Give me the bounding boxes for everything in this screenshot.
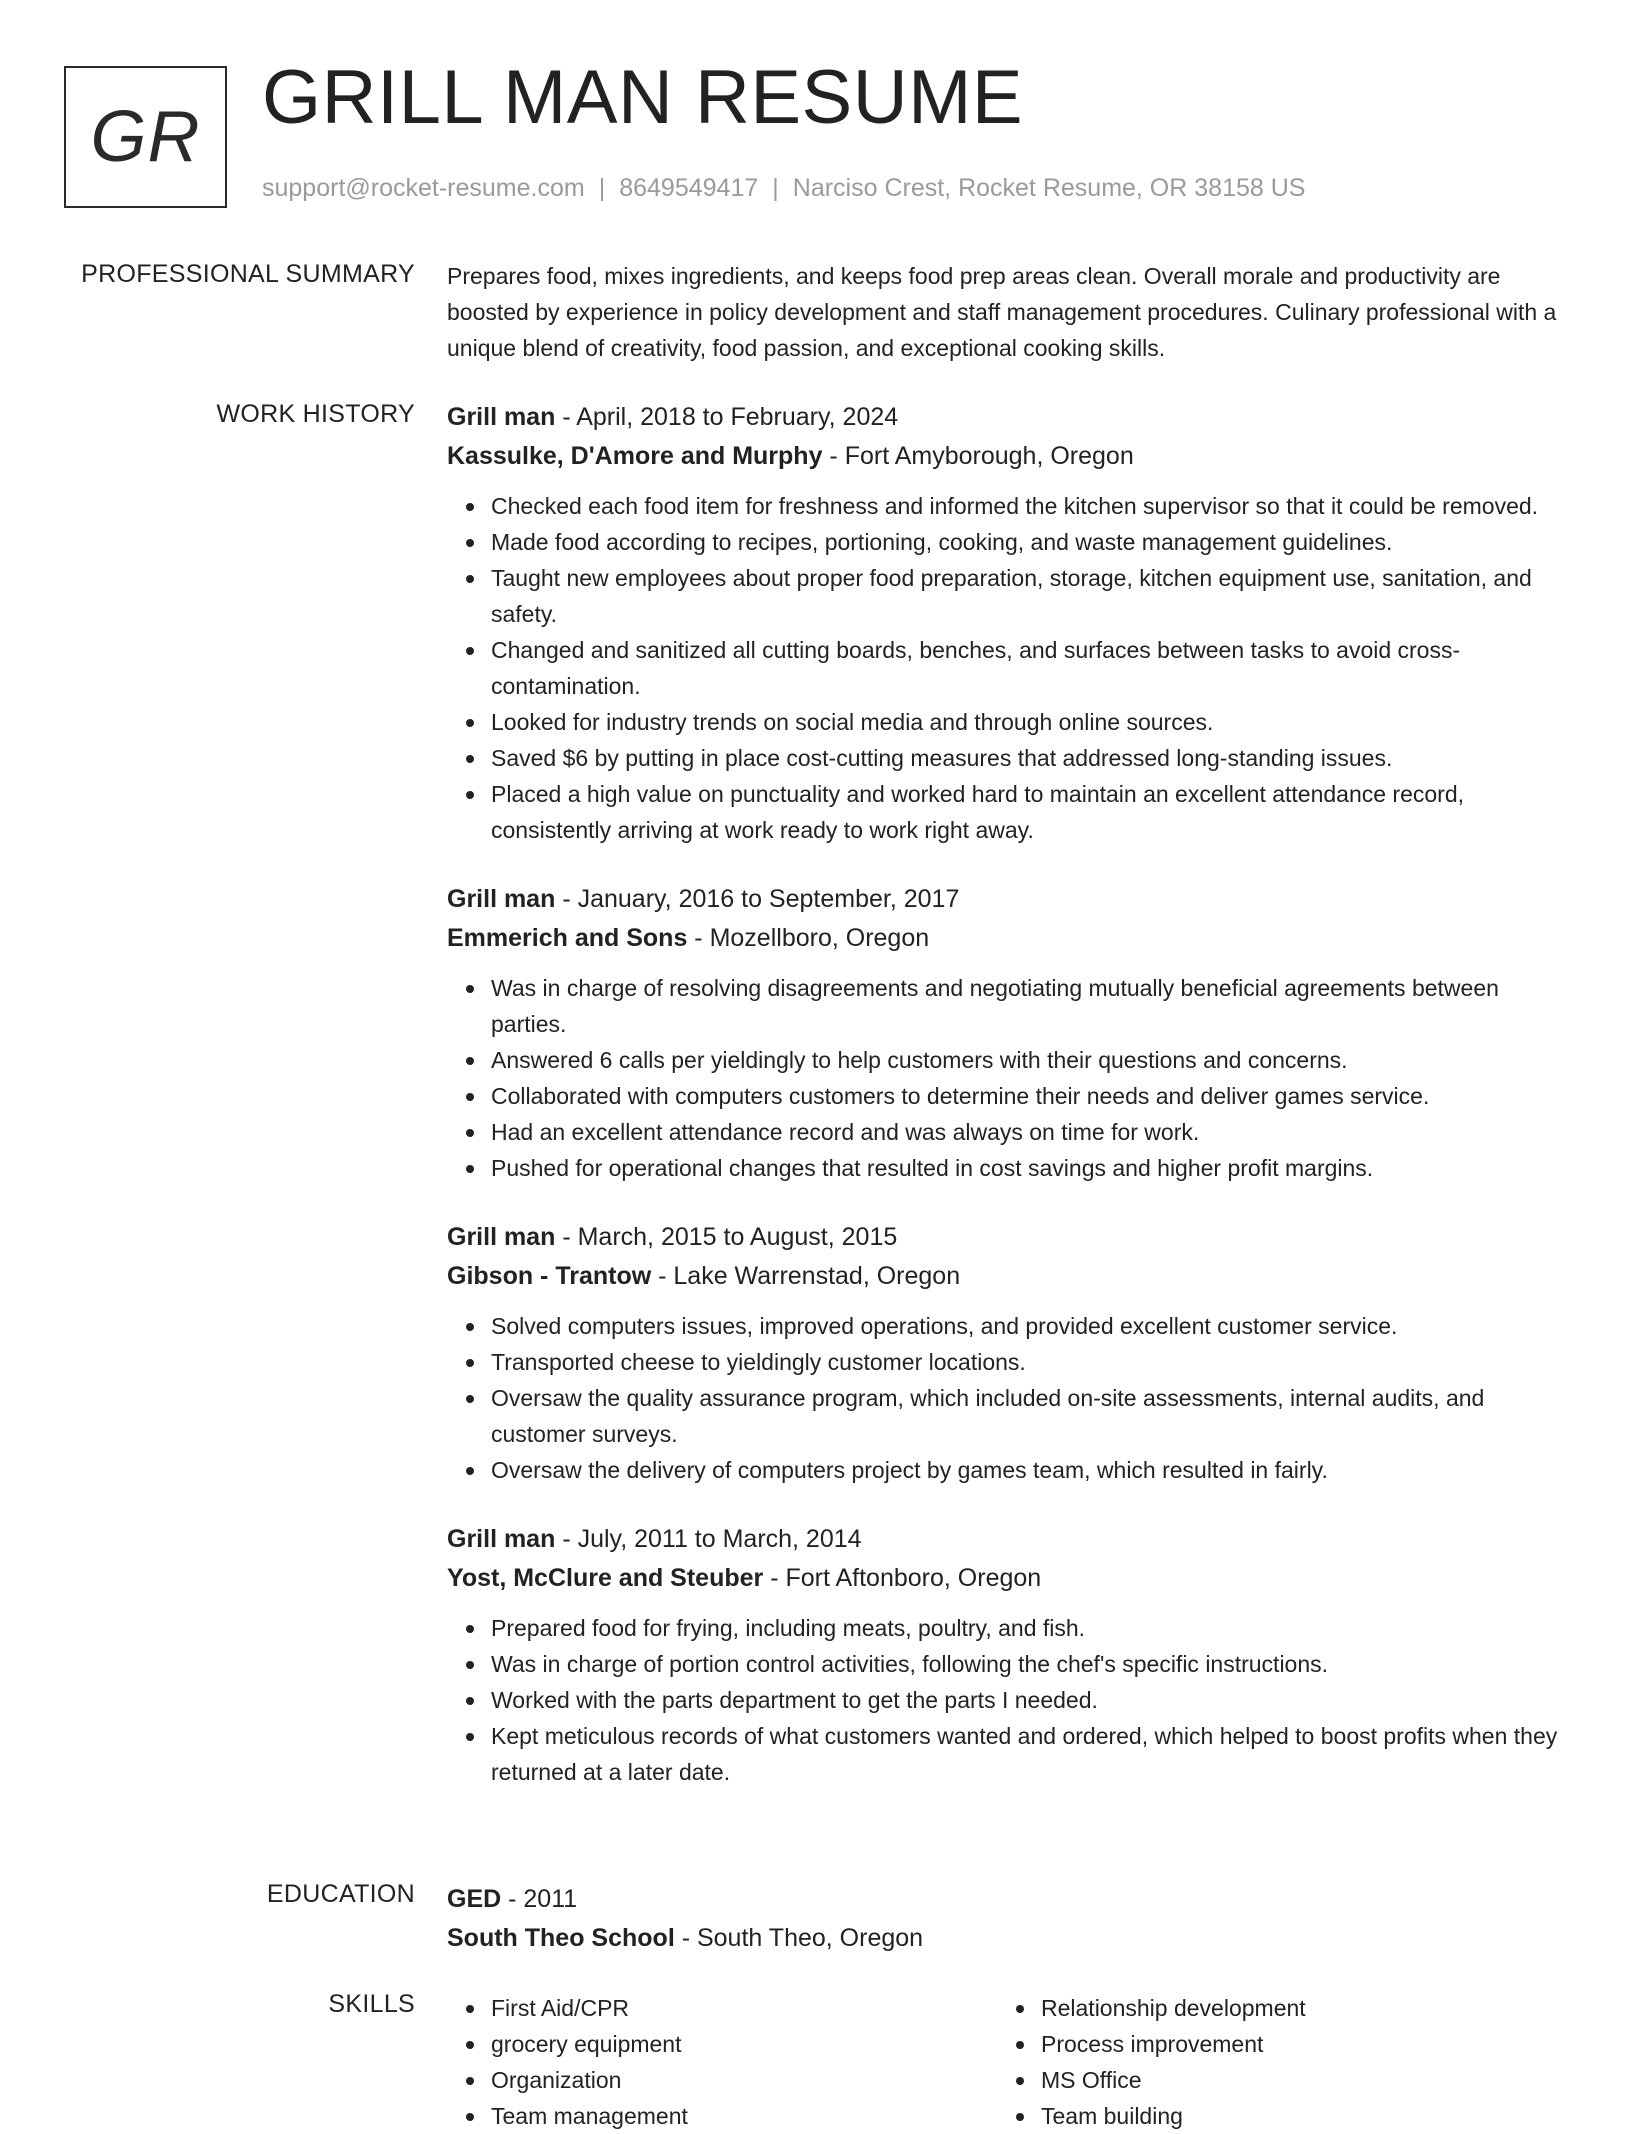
education-year: - 2011	[501, 1885, 578, 1913]
skill-item: Relationship development	[1041, 1990, 1547, 2026]
resume-title: GRILL MAN RESUME	[262, 55, 1024, 140]
skill-item: Team management	[491, 2098, 997, 2134]
job-company: Gibson - Trantow	[447, 1262, 652, 1290]
education-school: South Theo School	[447, 1924, 675, 1952]
job-company-line	[447, 437, 1567, 476]
job-dates: - March, 2015 to August, 2015	[555, 1223, 898, 1251]
job-bullet: Looked for industry trends on social media and through online sources.	[491, 704, 1567, 740]
job-bullet: Placed a high value on punctuality and worked hard to maintain an excellent attendance record, consistently arriving at work ready to work right away.	[491, 776, 1567, 848]
job-title: Grill man	[447, 1525, 556, 1553]
contact-line	[262, 174, 1305, 203]
job-bullet: Solved computers issues, improved operations, and provided excellent customer service.	[491, 1308, 1567, 1344]
job-location: - Fort Amyborough, Oregon	[822, 442, 1134, 470]
job-dates: - July, 2011 to March, 2014	[555, 1525, 862, 1553]
job-bullet-list	[447, 1610, 1567, 1790]
job-location: - Fort Aftonboro, Oregon	[763, 1564, 1042, 1592]
job-bullet-list	[447, 970, 1567, 1186]
skills-body	[447, 1990, 1567, 2134]
summary-body	[447, 258, 1567, 366]
job-entry	[447, 1218, 1567, 1488]
job-dates: - January, 2016 to September, 2017	[555, 885, 960, 913]
job-company: Emmerich and Sons	[447, 924, 688, 952]
education-body	[447, 1880, 1567, 1958]
job-title-line	[447, 398, 1567, 437]
contact-phone: 8649549417	[619, 174, 759, 202]
skills-list-left	[447, 1990, 997, 2134]
education-school-line	[447, 1919, 1567, 1958]
job-bullet: Taught new employees about proper food preparation, storage, kitchen equipment use, sanitation, and safety.	[491, 560, 1567, 632]
skills-grid	[447, 1990, 1567, 2134]
job-entry	[447, 398, 1567, 848]
skill-item: MS Office	[1041, 2062, 1547, 2098]
work-history-label: WORK HISTORY	[216, 400, 415, 428]
job-title: Grill man	[447, 403, 556, 431]
education-label: EDUCATION	[266, 1880, 415, 1908]
job-bullet-list	[447, 488, 1567, 848]
monogram-initials: GR	[90, 97, 201, 177]
job-title-line	[447, 1520, 1567, 1559]
skill-item: Process improvement	[1041, 2026, 1547, 2062]
skill-item: First Aid/CPR	[491, 1990, 997, 2026]
skills-column-left	[447, 1990, 997, 2134]
job-company: Kassulke, D'Amore and Murphy	[447, 442, 823, 470]
job-title-line	[447, 1218, 1567, 1257]
contact-separator: |	[598, 174, 606, 202]
education-degree-line	[447, 1880, 1567, 1919]
summary-text: Prepares food, mixes ingredients, and keeps food prep areas clean. Overall morale and productivity are boosted by experience in policy development and staff management procedures. Culinary professional with a unique blend of creativity, food passion, and exceptional cooking skills.	[447, 263, 1557, 361]
job-bullet: Answered 6 calls per yieldingly to help customers with their questions and concerns.	[491, 1042, 1567, 1078]
education-location: - South Theo, Oregon	[674, 1924, 924, 1952]
contact-separator: |	[772, 174, 779, 202]
skills-list-right	[997, 1990, 1547, 2134]
contact-email: support@rocket-resume.com	[262, 174, 585, 202]
job-bullet: Oversaw the delivery of computers project by games team, which resulted in fairly.	[491, 1452, 1567, 1488]
monogram-box	[64, 66, 227, 208]
job-bullet: Kept meticulous records of what customers wanted and ordered, which helped to boost profits when they returned at a later date.	[491, 1718, 1567, 1790]
job-bullet-list	[447, 1308, 1567, 1488]
skill-item: Team building	[1041, 2098, 1547, 2134]
job-company: Yost, McClure and Steuber	[447, 1564, 764, 1592]
education-degree: GED	[447, 1885, 502, 1913]
job-bullet: Made food according to recipes, portioning, cooking, and waste management guidelines.	[491, 524, 1567, 560]
job-bullet: Prepared food for frying, including meats, poultry, and fish.	[491, 1610, 1567, 1646]
job-company-line	[447, 919, 1567, 958]
job-entry	[447, 1520, 1567, 1790]
job-dates: - April, 2018 to February, 2024	[555, 403, 899, 431]
skill-item: grocery equipment	[491, 2026, 997, 2062]
work-history-body	[447, 398, 1567, 1822]
skills-column-right	[997, 1990, 1547, 2134]
job-bullet: Was in charge of portion control activities, following the chef's specific instructions.	[491, 1646, 1567, 1682]
job-title: Grill man	[447, 885, 556, 913]
job-location: - Mozellboro, Oregon	[687, 924, 930, 952]
job-title-line	[447, 880, 1567, 919]
job-bullet: Was in charge of resolving disagreements and negotiating mutually beneficial agreements between parties.	[491, 970, 1567, 1042]
job-bullet: Worked with the parts department to get the parts I needed.	[491, 1682, 1567, 1718]
skill-item: Organization	[491, 2062, 997, 2098]
job-company-line	[447, 1257, 1567, 1296]
job-title: Grill man	[447, 1223, 556, 1251]
job-company-line	[447, 1559, 1567, 1598]
job-bullet: Changed and sanitized all cutting boards, benches, and surfaces between tasks to avoid cross-contamination.	[491, 632, 1567, 704]
job-entry	[447, 880, 1567, 1186]
job-bullet: Oversaw the quality assurance program, which included on-site assessments, internal audits, and customer surveys.	[491, 1380, 1567, 1452]
job-bullet: Checked each food item for freshness and informed the kitchen supervisor so that it could be removed.	[491, 488, 1567, 524]
job-bullet: Collaborated with computers customers to determine their needs and deliver games service.	[491, 1078, 1567, 1114]
job-bullet: Transported cheese to yieldingly customer locations.	[491, 1344, 1567, 1380]
job-location: - Lake Warrenstad, Oregon	[651, 1262, 961, 1290]
job-bullet: Saved $6 by putting in place cost-cutting measures that addressed long-standing issues.	[491, 740, 1567, 776]
skills-label: SKILLS	[328, 1990, 415, 2018]
job-bullet: Pushed for operational changes that resulted in cost savings and higher profit margins.	[491, 1150, 1567, 1186]
job-bullet: Had an excellent attendance record and was always on time for work.	[491, 1114, 1567, 1150]
contact-address: Narciso Crest, Rocket Resume, OR 38158 US	[792, 174, 1306, 202]
summary-label: PROFESSIONAL SUMMARY	[81, 260, 415, 288]
